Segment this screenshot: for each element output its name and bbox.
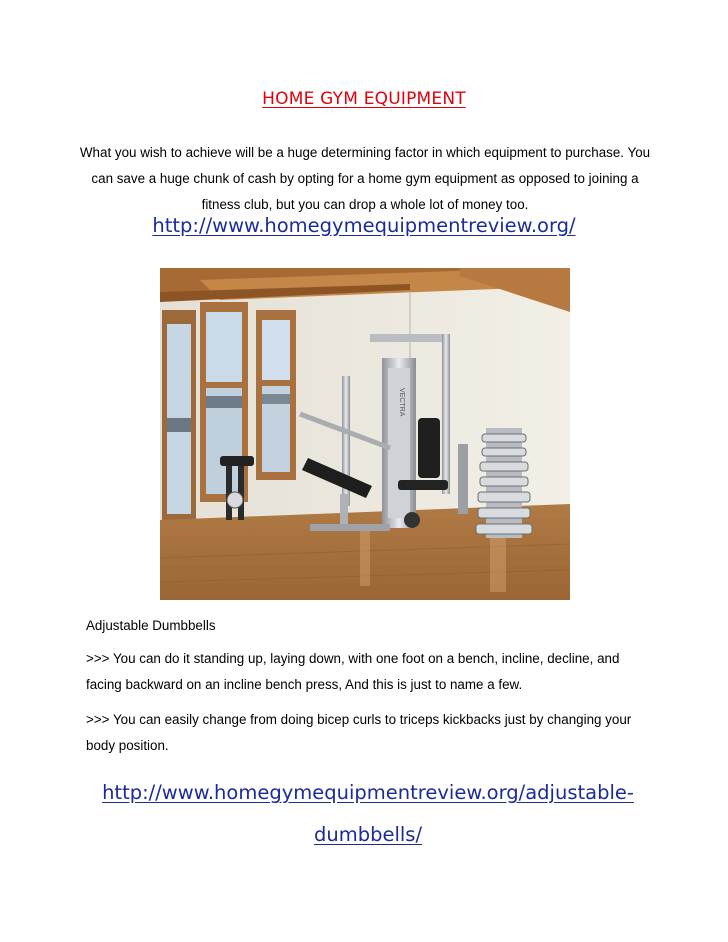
homepage-link-line <box>0 214 728 237</box>
paragraph-body-position: >>> You can easily change from doing bicep curls to triceps kickbacks just by changing your body position. <box>86 712 632 753</box>
page-title-text: HOME GYM EQUIPMENT <box>262 89 466 109</box>
dumbbells-link[interactable]: http://www.homegymequipmentreview.org/adjustable-dumbbells/ <box>102 781 634 846</box>
homepage-link[interactable]: http://www.homegymequipmentreview.org/ <box>152 214 576 237</box>
home-gym-photo <box>160 268 570 600</box>
dumbbells-link-line <box>86 772 650 856</box>
machine-brand-label: VECTRA <box>398 388 405 417</box>
page-title <box>0 89 728 109</box>
paragraph-positions: >>> You can do it standing up, laying down, with one foot on a bench, incline, decline, and facing backward on an incline bench press, And this is just to name a few. <box>86 651 620 692</box>
intro-paragraph: What you wish to achieve will be a huge determining factor in which equipment to purchase. You can save a huge chunk of cash by opting for a home gym equipment as opposed to joining a fitness club, but you can drop a whole lot of money too. <box>79 145 651 212</box>
section-heading: Adjustable Dumbbells <box>86 618 216 633</box>
